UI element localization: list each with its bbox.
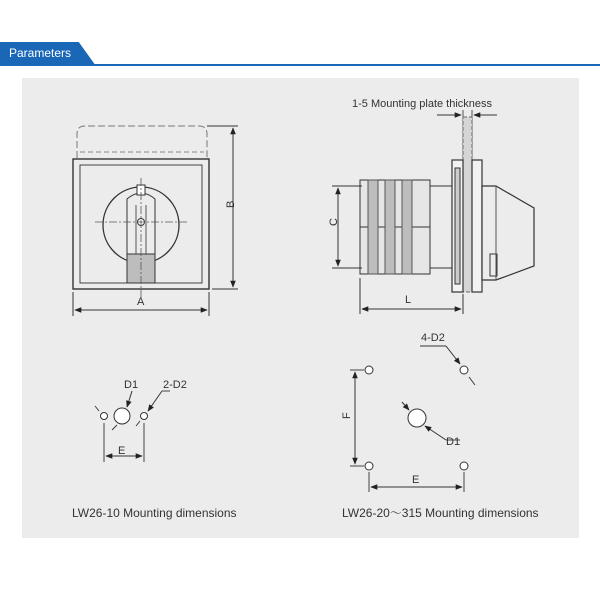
front-view	[73, 126, 209, 300]
label-b: B	[225, 200, 237, 208]
stack-band-2	[385, 180, 395, 274]
small-left-tick	[95, 406, 99, 411]
tab-label: Parameters	[9, 46, 72, 60]
label-d2-small: 2-D2	[163, 379, 187, 391]
label-d1-small: D1	[124, 379, 139, 391]
mounting-plate-dashed	[463, 117, 472, 292]
dimension-l	[360, 278, 463, 314]
hole-top-left	[365, 366, 373, 374]
label-e-large: E	[412, 474, 420, 486]
label-d1-large: D1	[446, 436, 461, 448]
caption-small: LW26-10 Mounting dimensions	[72, 506, 237, 520]
label-d2-large: 4-D2	[421, 332, 445, 344]
label-plate-thickness: 1-5 Mounting plate thickness	[352, 98, 493, 110]
flange-front	[472, 160, 482, 292]
label-l: L	[405, 294, 412, 306]
small-side-hole-right	[141, 413, 148, 420]
small-side-hole-left	[101, 413, 108, 420]
large-center-hole	[408, 409, 426, 427]
label-a: A	[137, 296, 145, 308]
label-e-small: E	[118, 445, 126, 457]
small-mounting-pattern	[95, 391, 170, 462]
flange-rear-detail	[455, 168, 460, 284]
hole-bottom-right	[460, 462, 468, 470]
small-d2-tail	[136, 421, 140, 426]
handle-guard-outline	[77, 126, 207, 158]
large-d1-leader	[425, 426, 446, 440]
hole-bottom-left	[365, 462, 373, 470]
label-f: F	[341, 412, 353, 419]
side-view	[360, 110, 534, 292]
label-c: C	[328, 218, 340, 226]
dimension-c	[332, 186, 362, 268]
stack-band-1	[368, 180, 378, 274]
small-d1-tail	[112, 425, 117, 430]
caption-large: LW26-20～315 Mounting dimensions	[342, 506, 539, 520]
stack-band-3	[402, 180, 412, 274]
small-center-hole	[114, 408, 130, 424]
hole-top-right	[460, 366, 468, 374]
small-d1-leader	[127, 391, 132, 407]
large-d1-upper	[402, 402, 409, 410]
large-d2-leader	[446, 346, 460, 364]
mounting-shaft	[430, 186, 452, 268]
large-mounting-pattern	[350, 346, 475, 492]
large-d2-tail	[469, 377, 475, 385]
small-d2-leader	[148, 391, 162, 411]
